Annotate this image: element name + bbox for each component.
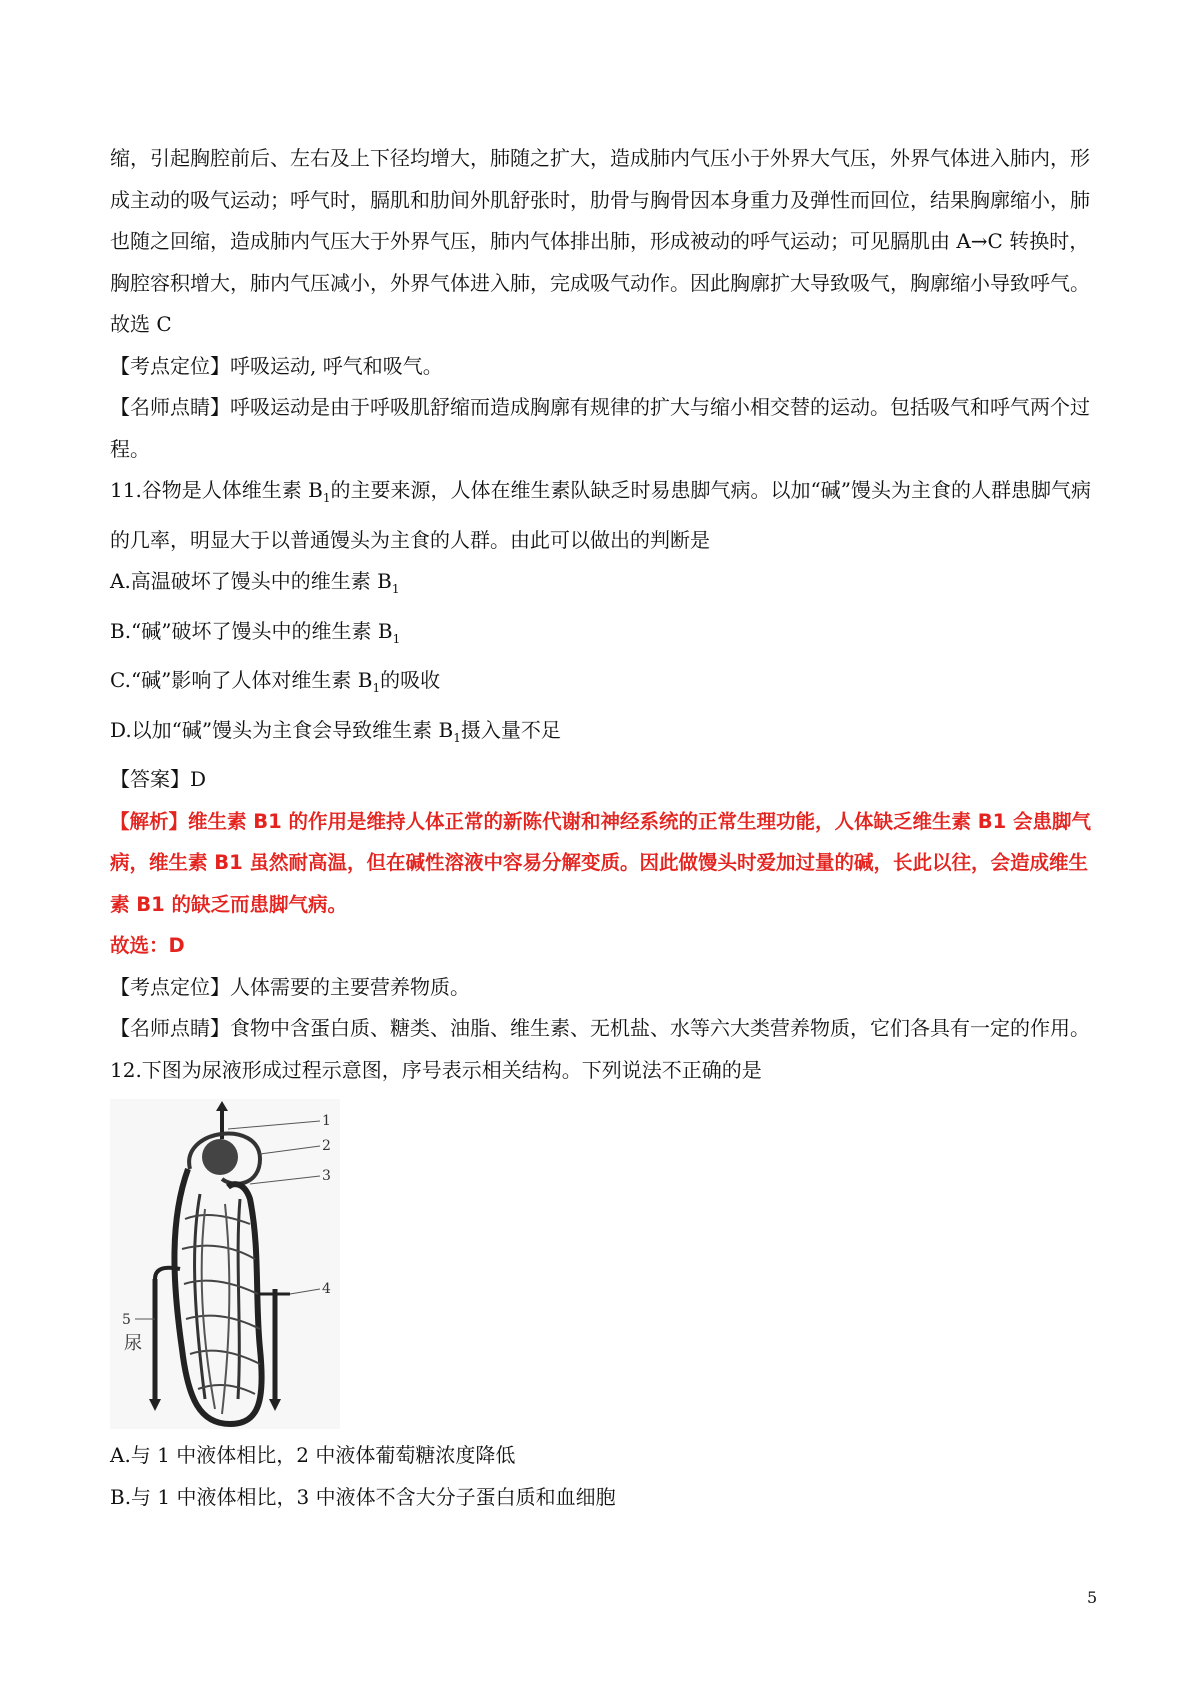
question-11-teacher-tip: 【名师点睛】食物中含蛋白质、糖类、油脂、维生素、无机盐、水等六大类营养物质，它们各具有一定的作用。 xyxy=(110,1016,1090,1040)
label-urine: 尿 xyxy=(124,1333,142,1354)
question-11-option-b: B.“碱”破坏了馒头中的维生素 $B_1$ xyxy=(110,618,401,646)
question-11-option-d: D.以加“碱”馒头为主食会导致维生素 $B_1$摄入量不足 xyxy=(110,717,561,745)
label-5: 5 xyxy=(122,1312,131,1328)
question-11-key-point: 【考点定位】人体需要的主要营养物质。 xyxy=(110,974,470,999)
question-12-option-b: B.与 1 中液体相比，3 中液体不含大分子蛋白质和血细胞 xyxy=(110,1484,616,1509)
question-11-stem: 11.谷物是人体维生素 $B_1$的主要来源，人体在维生素队缺乏时易患脚气病。以加“碱”馒头为主食的人群患脚气病的几率，明显大于以普通馒头为主食的人群。由此可以做出的判断是 xyxy=(110,478,1091,552)
label-4: 4 xyxy=(322,1281,331,1297)
question-11-answer: 【答案】D xyxy=(110,767,207,791)
label-3: 3 xyxy=(322,1168,331,1184)
key-point: 【考点定位】呼吸运动, 呼气和吸气。 xyxy=(110,353,443,378)
label-1: 1 xyxy=(322,1113,331,1129)
nephron-illustration xyxy=(110,1099,340,1429)
question-12-option-a: A.与 1 中液体相比，2 中液体葡萄糖浓度降低 xyxy=(110,1443,516,1467)
page-content xyxy=(110,138,1100,1518)
question-12-stem: 12.下图为尿液形成过程示意图，序号表示相关结构。下列说法不正确的是 xyxy=(110,1057,762,1082)
choice-line: 故选 C xyxy=(110,312,172,336)
question-11-analysis: 【解析】维生素 B1 的作用是维持人体正常的新陈代谢和神经系统的正常生理功能，人体缺乏维生素 B1 会患脚气病，维生素 B1 虽然耐高温，但在碱性溶液中容易分解变质。因此做馒头时爱加过量的碱，长此以往，会造成维生素 B1 的缺乏而患脚气病。 xyxy=(110,809,1092,916)
nephron-diagram xyxy=(110,1099,340,1429)
question-11-option-a: A.高温破坏了馒头中的维生素 $B_1$ xyxy=(110,569,400,596)
teacher-tip: 【名师点睛】呼吸运动是由于呼吸肌舒缩而造成胸廓有规律的扩大与缩小相交替的运动。包括吸气和呼气两个过程。 xyxy=(110,395,1090,461)
question-11-choice: 故选：D xyxy=(110,934,185,957)
page-number: 5 xyxy=(1087,1588,1098,1607)
paragraph-respiration: 缩，引起胸腔前后、左右及上下径均增大，肺随之扩大，造成肺内气压小于外界大气压，外界气体进入肺内，形成主动的吸气运动；呼气时，膈肌和肋间外肌舒张时，肋骨与胸骨因本身重力及弹性而回位，结果胸廓缩小，肺也随之回缩，造成肺内气压大于外界气压，肺内气体排出肺，形成被动的呼气运动；可见膈肌由 A→C 转换时，胸腔容积增大，肺内气压减小，外界气体进入肺，完成吸气动作。因此胸廓扩大导致吸气，胸廓缩小导致呼气。 xyxy=(110,146,1090,295)
label-2: 2 xyxy=(322,1138,331,1154)
question-11-option-c: C.“碱”影响了人体对维生素 $B_1$的吸收 xyxy=(110,668,441,695)
